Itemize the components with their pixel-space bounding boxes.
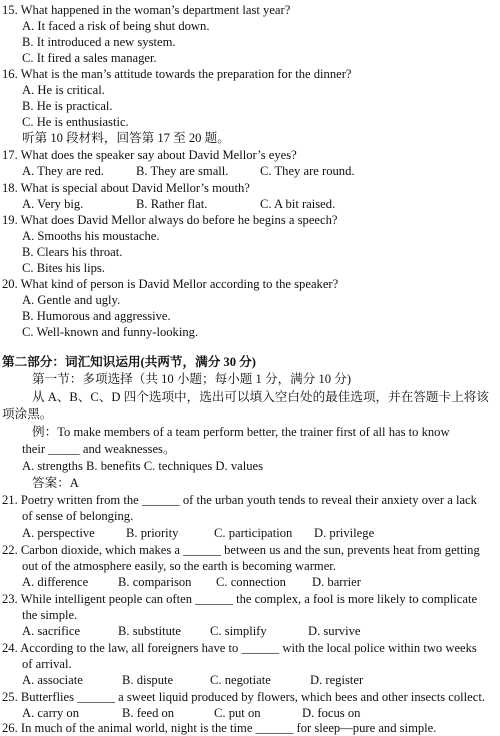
question-25-option-d: D. focus on (302, 706, 361, 720)
question-16-option-a: A. He is critical. (22, 83, 105, 97)
question-21-option-b: B. priority (126, 526, 179, 540)
question-22-option-c: C. connection (216, 575, 286, 589)
question-23-option-c: C. simplify (210, 624, 267, 638)
question-22-option-a: A. difference (22, 575, 89, 589)
question-15-stem: 15. What happened in the woman’s department last year? (2, 3, 291, 17)
question-19-option-c: C. Bites his lips. (22, 261, 105, 275)
question-22-options (22, 574, 492, 590)
question-22-stem-line-2: out of the atmosphere easily, so the earth is becoming warmer. (22, 559, 336, 573)
question-23-option-b: B. substitute (118, 624, 181, 638)
question-18-stem: 18. What is special about David Mellor’s mouth? (2, 181, 250, 195)
question-23-stem-line-1: 23. While intelligent people can often ______ the complex, a fool is more likely to complicate (2, 592, 478, 606)
question-24-option-d: D. register (310, 673, 364, 687)
question-17-option-c: C. They are round. (260, 164, 355, 178)
question-16-option-c: C. He is enthusiastic. (22, 115, 129, 129)
question-25-option-c: C. put on (214, 706, 261, 720)
question-24-stem-line-2: of arrival. (22, 657, 72, 671)
question-23-option-a: A. sacrifice (22, 624, 81, 638)
question-17-option-a: A. They are red. (22, 164, 104, 178)
part-2-title: 第二部分：词汇知识运用(共两节，满分 30 分) (2, 355, 256, 369)
question-17-stem: 17. What does the speaker say about David Mellor’s eyes? (2, 148, 297, 162)
part-2-instruction-line-2: 项涂黑。 (2, 407, 53, 421)
question-18-options (22, 196, 492, 212)
question-25-option-b: B. feed on (122, 706, 175, 720)
part-2-section-1-heading: 第一节：多项选择（共 10 小题；每小题 1 分，满分 10 分) (32, 372, 352, 386)
question-15-option-c: C. It fired a sales manager. (22, 51, 157, 65)
section-10-instruction: 听第 10 段材料，回答第 17 至 20 题。 (22, 131, 230, 145)
question-25-stem: 25. Butterflies ______ a sweet liquid produced by flowers, which bees and other insects collect. (2, 690, 485, 704)
question-15-option-a: A. It faced a risk of being shut down. (22, 19, 210, 33)
question-25-options (22, 705, 492, 721)
example-answer: 答案：A (32, 476, 79, 490)
question-24-option-b: B. dispute (122, 673, 174, 687)
question-23-stem-line-2: the simple. (22, 608, 78, 622)
question-24-option-a: A. associate (22, 673, 83, 687)
question-20-option-c: C. Well-known and funny-looking. (22, 325, 199, 339)
question-17-options (22, 163, 492, 179)
example-sentence-line-1: 例：To make members of a team perform better, the trainer first of all has to know (32, 425, 450, 439)
question-21-option-d: D. privilege (314, 526, 375, 540)
question-20-option-a: A. Gentle and ugly. (22, 293, 121, 307)
question-17-option-b: B. They are small. (136, 164, 229, 178)
question-21-option-a: A. perspective (22, 526, 95, 540)
question-21-stem-line-2: of sense of belonging. (22, 509, 134, 523)
question-19-stem: 19. What does David Mellor always do before he begins a speech? (2, 213, 338, 227)
question-20-stem: 20. What kind of person is David Mellor according to the speaker? (2, 277, 339, 291)
question-15-option-b: B. It introduced a new system. (22, 35, 176, 49)
question-19-option-b: B. Clears his throat. (22, 245, 123, 259)
question-21-options (22, 525, 492, 541)
question-22-option-d: D. barrier (312, 575, 361, 589)
question-18-option-a: A. Very big. (22, 197, 84, 211)
question-23-options (22, 623, 492, 639)
question-16-option-b: B. He is practical. (22, 99, 113, 113)
part-2-instruction-line-1: 从 A、B、C、D 四个选项中，选出可以填入空白处的最佳选项，并在答题卡上将该 (32, 390, 489, 404)
question-21-option-c: C. participation (214, 526, 293, 540)
question-22-stem-line-1: 22. Carbon dioxide, which makes a ______ between us and the sun, prevents heat from getting (2, 543, 480, 557)
question-20-option-b: B. Humorous and aggressive. (22, 309, 171, 323)
question-18-option-c: C. A bit raised. (260, 197, 336, 211)
question-25-option-a: A. carry on (22, 706, 79, 720)
question-16-stem: 16. What is the man’s attitude towards the preparation for the dinner? (2, 67, 352, 81)
question-22-option-b: B. comparison (118, 575, 192, 589)
question-21-stem-line-1: 21. Poetry written from the ______ of the urban youth tends to reveal their anxiety over a lack (2, 493, 477, 507)
question-24-option-c: C. negotiate (210, 673, 271, 687)
question-18-option-b: B. Rather flat. (136, 197, 208, 211)
question-23-option-d: D. survive (308, 624, 361, 638)
question-24-options (22, 672, 492, 688)
question-19-option-a: A. Smooths his moustache. (22, 229, 160, 243)
example-sentence-line-2: their _____ and weaknesses。 (22, 442, 176, 456)
example-options: A. strengths B. benefits C. techniques D. values (22, 459, 263, 473)
question-26-stem: 26. In much of the animal world, night is the time ______ for sleep—pure and simple. (2, 721, 437, 735)
question-24-stem-line-1: 24. According to the law, all foreigners have to ______ with the local police within two weeks (2, 641, 477, 655)
